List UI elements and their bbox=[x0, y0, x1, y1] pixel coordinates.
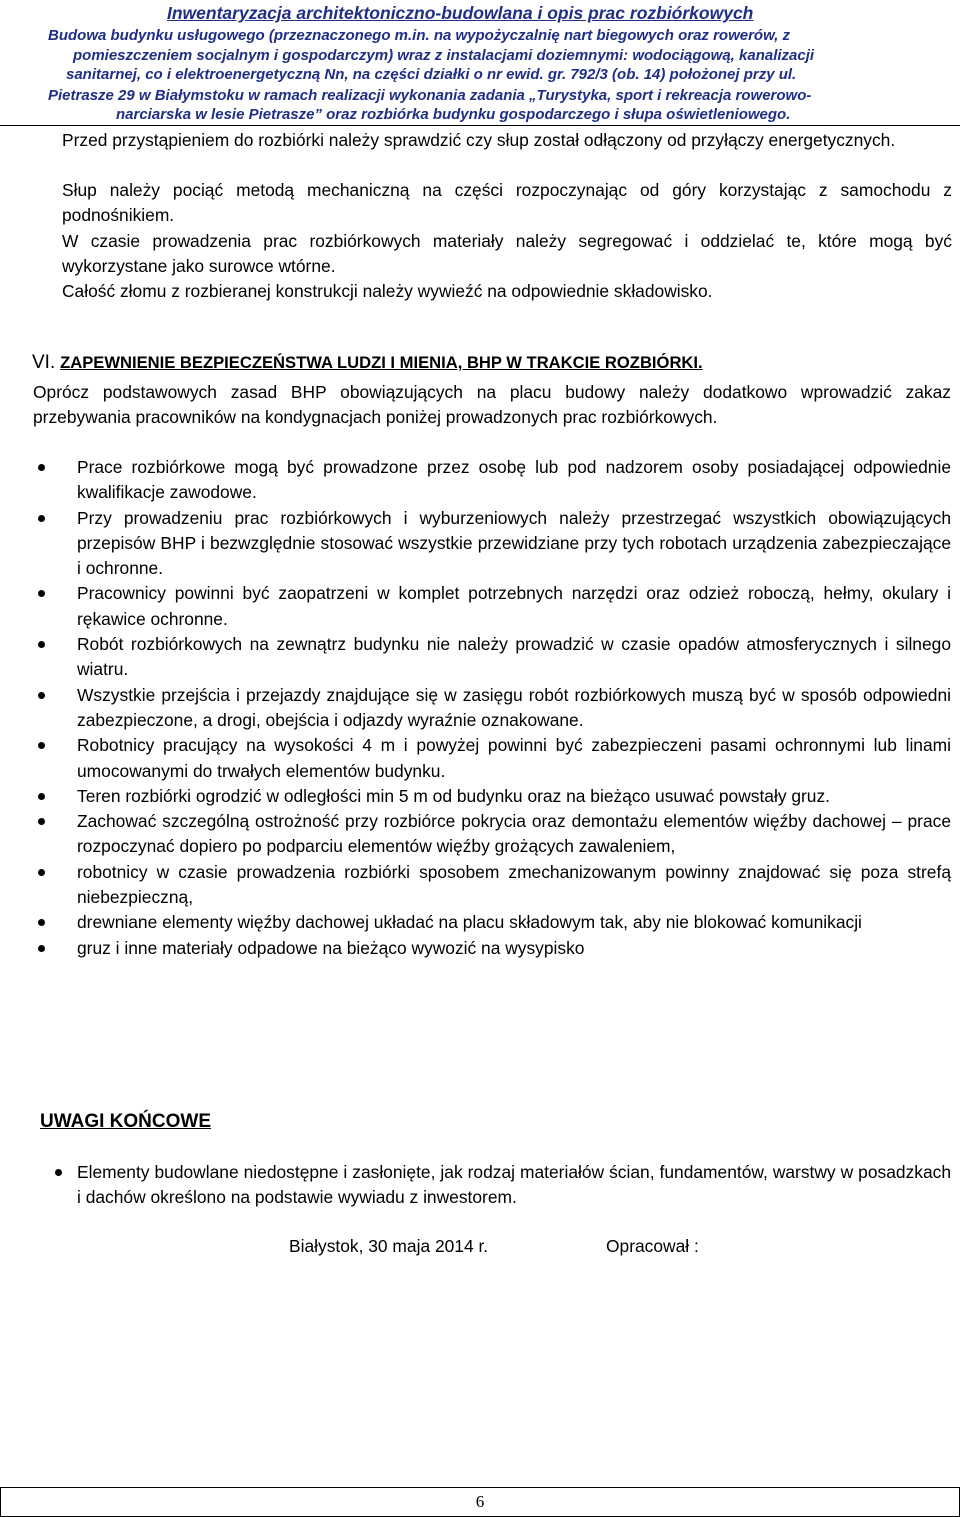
header-line-6: narciarska w lesie Pietrasze” oraz rozbiórka budynku gospodarczego i słupa oświetleniowego. bbox=[116, 106, 791, 123]
header-line-3: pomieszczeniem socjalnym i gospodarczym) wraz z instalacjami doziemnymi: wodociągową, kanalizacji bbox=[73, 47, 815, 64]
bullet-icon bbox=[38, 464, 45, 471]
bullet-icon bbox=[38, 692, 45, 699]
list-item bbox=[0, 809, 960, 860]
bullet-icon bbox=[38, 793, 45, 800]
section-number: VI. bbox=[32, 352, 56, 373]
bullet-icon bbox=[38, 742, 45, 749]
list-item bbox=[0, 910, 960, 935]
list-item-text: robotnicy w czasie prowadzenia rozbiórki sposobem zmechanizowanym powinny znajdować się poza strefą niebezpieczną, bbox=[77, 861, 951, 908]
list-item bbox=[0, 632, 960, 683]
list-item-text: drewniane elementy więźby dachowej układać na placu składowym tak, aby nie blokować komunikacji bbox=[77, 912, 862, 933]
list-item-text: Wszystkie przejścia i przejazdy znajdujące się w zasięgu robót rozbiórkowych muszą być w sposób odpowiedni zabezpieczone, a drogi, obejścia i odjazdy wyraźnie oznakowane. bbox=[77, 684, 951, 730]
header-line-4: sanitarnej, co i elektroenergetyczną Nn, na części działki o nr ewid. gr. 792/3 (ob. 14) położonej przy ul. bbox=[66, 66, 797, 83]
section-heading bbox=[32, 352, 703, 374]
list-item-text: Teren rozbiórki ogrodzić w odległości min 5 m od budynku oraz na bieżąco usuwać powstały gruz. bbox=[77, 785, 831, 806]
header-line-5: Pietrasze 29 w Białymstoku w ramach realizacji wykonania zadania „Turystyka, sport i rekreacja rowerowo- bbox=[48, 87, 812, 104]
list-item bbox=[0, 936, 960, 961]
list-item bbox=[0, 733, 960, 784]
bullet-icon bbox=[38, 945, 45, 952]
list-item bbox=[0, 506, 960, 582]
paragraph-disconnect-check: Przed przystąpieniem do rozbiórki należy sprawdzić czy słup został odłączony od przyłączy energetycznych. bbox=[62, 130, 896, 150]
paragraph-cutting-method: Słup należy pociąć metodą mechaniczną na części rozpoczynając od góry korzystając z samochodu z podnośnikiem. bbox=[62, 180, 952, 226]
page-footer bbox=[0, 1487, 960, 1517]
bullet-icon bbox=[38, 641, 45, 648]
bullet-icon bbox=[38, 869, 45, 876]
list-item bbox=[0, 860, 960, 911]
section-intro: Oprócz podstawowych zasad BHP obowiązujących na placu budowy należy dodatkowo wprowadzić zakaz przebywania pracowników na kondygnacjach poniżej prowadzonych prac rozbiórkowych. bbox=[33, 382, 951, 428]
list-item bbox=[0, 581, 960, 632]
place-and-date: Białystok, 30 maja 2014 r. bbox=[289, 1236, 489, 1256]
final-notes-title: UWAGI KOŃCOWE bbox=[40, 1111, 211, 1132]
header-title: Inwentaryzacja architektoniczno-budowlana i opis prac rozbiórkowych bbox=[167, 3, 754, 23]
list-item-text: Zachować szczególną ostrożność przy rozbiórce pokrycia oraz demontażu elementów więźby dachowej – prace rozpoczynać dopiero po podparciu elementów więźby grożących zawaleniem, bbox=[77, 811, 951, 857]
list-item-text: gruz i inne materiały odpadowe na bieżąco wywozić na wysypisko bbox=[77, 937, 585, 958]
list-item bbox=[0, 784, 960, 809]
list-item-text: Prace rozbiórkowe mogą być prowadzone przez osobę lub pod nadzorem osoby posiadającej odpowiednie kwalifikacje zawodowe. bbox=[77, 457, 951, 503]
header-line-2: Budowa budynku usługowego (przeznaczonego m.in. na wypożyczalnię nart biegowych oraz rowerów, z bbox=[48, 27, 791, 44]
page-number: 6 bbox=[475, 1492, 485, 1511]
bullet-icon bbox=[38, 590, 45, 597]
list-item bbox=[0, 1160, 960, 1211]
bullet-icon bbox=[38, 515, 45, 522]
safety-bullet-list bbox=[0, 455, 960, 961]
list-item-text: Pracownicy powinni być zaopatrzeni w komplet potrzebnych narzędzi oraz odzież roboczą, hełmy, okulary i rękawice ochronne. bbox=[77, 583, 951, 629]
list-item-text: Elementy budowlane niedostępne i zasłonięte, jak rodzaj materiałów ścian, fundamentów, warstwy w posadzkach i dachów określono na podstawie wywiadu z inwestorem. bbox=[77, 1162, 951, 1208]
document-header bbox=[0, 0, 960, 126]
bullet-icon bbox=[55, 1169, 62, 1176]
list-item-text: Robotnicy pracujący na wysokości 4 m i powyżej powinni być zabezpieczeni pasami ochronnymi lub linami umocowanymi do trwałych elementów budynku. bbox=[77, 735, 951, 781]
list-item bbox=[0, 683, 960, 734]
list-item-text: Robót rozbiórkowych na zewnątrz budynku nie należy prowadzić w czasie opadów atmosferycznych i silnego wiatru. bbox=[77, 634, 951, 680]
section-title: ZAPEWNIENIE BEZPIECZEŃSTWA LUDZI I MIENIA, BHP W TRAKCIE ROZBIÓRKI. bbox=[60, 353, 703, 372]
bullet-icon bbox=[38, 818, 45, 825]
paragraph-scrap-removal: Całość złomu z rozbieranej konstrukcji należy wywieźć na odpowiednie składowisko. bbox=[62, 281, 713, 301]
bullet-icon bbox=[38, 919, 45, 926]
paragraph-segregation: W czasie prowadzenia prac rozbiórkowych materiały należy segregować i oddzielać te, które mogą być wykorzystane jako surowce wtórne. bbox=[62, 231, 952, 277]
list-item bbox=[0, 455, 960, 506]
prepared-by-label: Opracował : bbox=[606, 1236, 699, 1256]
list-item-text: Przy prowadzeniu prac rozbiórkowych i wyburzeniowych należy przestrzegać wszystkich obowiązujących przepisów BHP i bezwzględnie stosować wszystkie przewidziane przy tych robotach urządzenia zabezpieczające i ochronne. bbox=[77, 507, 951, 579]
